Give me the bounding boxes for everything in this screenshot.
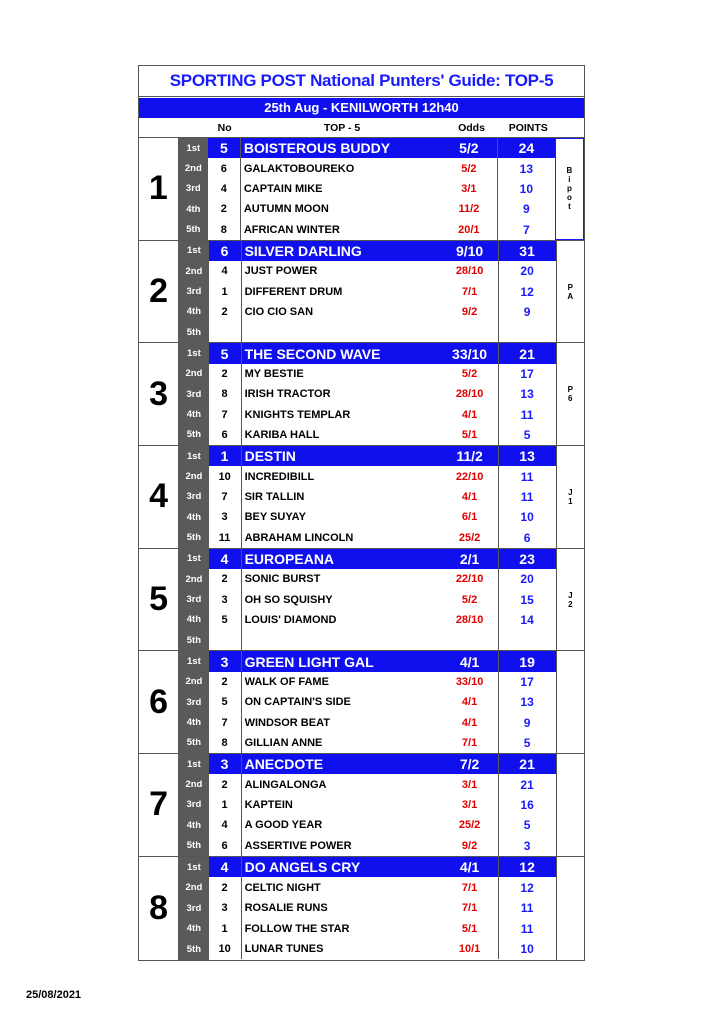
runner-number: 8 xyxy=(221,736,228,749)
race-number: 6 xyxy=(139,651,179,753)
runner-odds: 3/1 xyxy=(461,798,478,811)
runner-number: 4 xyxy=(220,550,229,567)
runner-points: 14 xyxy=(498,610,556,630)
runner-name: LOUIS' DIAMOND xyxy=(241,610,442,630)
runner-number: 7 xyxy=(221,490,228,503)
runner-number: 7 xyxy=(221,716,228,729)
runner-name: JUST POWER xyxy=(241,261,442,281)
runner-number: 3 xyxy=(220,756,229,773)
runner-row xyxy=(209,630,556,650)
position-label: 4th xyxy=(186,306,201,318)
runner-odds: 9/10 xyxy=(455,242,484,259)
position-label: 3rd xyxy=(186,902,202,914)
runner-row xyxy=(209,692,556,712)
runner-number: 2 xyxy=(221,675,228,688)
race-number: 2 xyxy=(139,241,179,343)
top-pick-row xyxy=(209,549,556,569)
runner-number: 3 xyxy=(221,511,228,524)
position-label: 5th xyxy=(186,326,201,338)
runner-row xyxy=(209,466,556,486)
runner-name: DO ANGELS CRY xyxy=(241,857,442,878)
runner-points: 6 xyxy=(498,527,556,547)
runner-row xyxy=(209,425,556,445)
race-block xyxy=(139,343,584,446)
runner-points: 11 xyxy=(498,487,556,507)
runner-name: SIR TALLIN xyxy=(241,487,442,507)
runner-points xyxy=(498,630,556,650)
position-label: 3rd xyxy=(186,696,202,708)
runner-points: 17 xyxy=(498,364,556,384)
race-number: 1 xyxy=(139,138,179,240)
race-note: B i p o t xyxy=(555,138,584,240)
runner-name: ON CAPTAIN'S SIDE xyxy=(241,692,442,712)
runner-number: 8 xyxy=(220,223,227,236)
runner-odds: 4/1 xyxy=(461,408,478,421)
runner-number: 10 xyxy=(218,943,231,956)
position-column xyxy=(179,241,208,343)
runner-odds: 33/10 xyxy=(455,675,484,688)
runner-points: 10 xyxy=(497,179,555,199)
col-header-no: No xyxy=(217,122,232,134)
runner-rows xyxy=(208,138,555,240)
runner-number: 6 xyxy=(221,839,228,852)
runner-row xyxy=(209,815,556,835)
runner-odds: 5/2 xyxy=(459,140,479,157)
runner-points: 16 xyxy=(498,795,556,815)
race-number: 3 xyxy=(139,343,179,445)
runner-row xyxy=(209,527,556,547)
runner-number: 11 xyxy=(218,531,231,544)
runner-number: 2 xyxy=(221,573,228,586)
runner-row xyxy=(208,179,555,199)
runner-row xyxy=(209,487,556,507)
runner-points: 5 xyxy=(498,815,556,835)
top-pick-row xyxy=(209,446,556,466)
runner-odds: 5/1 xyxy=(461,922,478,935)
position-label: 1st xyxy=(187,861,201,873)
runner-points: 12 xyxy=(498,857,556,878)
runner-points: 13 xyxy=(498,446,556,466)
runner-points: 19 xyxy=(498,651,556,671)
runner-name: SONIC BURST xyxy=(241,569,442,589)
runner-number: 4 xyxy=(220,182,227,195)
runner-number: 3 xyxy=(220,653,229,670)
race-note xyxy=(556,754,584,856)
runner-odds: 5/2 xyxy=(461,367,478,380)
race-meeting-banner: 25th Aug - KENILWORTH 12h40 xyxy=(139,98,584,118)
position-label: 3rd xyxy=(186,594,202,606)
punters-guide-sheet xyxy=(138,65,585,961)
top-pick-row xyxy=(209,343,556,363)
runner-name: WINDSOR BEAT xyxy=(241,712,442,732)
runner-points: 15 xyxy=(498,589,556,609)
page-title: SPORTING POST National Punters' Guide: TOP-5 xyxy=(139,66,584,97)
runner-row xyxy=(209,939,556,960)
race-number: 7 xyxy=(139,754,179,856)
runner-odds: 25/2 xyxy=(458,819,481,832)
runner-odds: 28/10 xyxy=(455,265,484,278)
position-label: 1st xyxy=(187,553,201,565)
runner-name: INCREDIBILL xyxy=(241,466,442,486)
position-label: 3rd xyxy=(186,799,202,811)
runner-number: 6 xyxy=(220,242,229,259)
race-number: 4 xyxy=(139,446,179,548)
runner-name xyxy=(241,322,442,342)
runner-name: BEY SUYAY xyxy=(241,507,442,527)
col-header-points: POINTS xyxy=(508,122,548,134)
runner-points: 3 xyxy=(498,836,556,856)
race-note xyxy=(556,651,584,753)
position-label: 5th xyxy=(186,737,201,749)
runner-points: 31 xyxy=(498,241,556,261)
runner-name: FOLLOW THE STAR xyxy=(241,918,442,939)
runner-points: 5 xyxy=(498,733,556,753)
runner-row xyxy=(209,774,556,794)
runner-name: LUNAR TUNES xyxy=(241,939,442,960)
runner-number: 2 xyxy=(221,881,228,894)
runner-odds: 7/1 xyxy=(461,285,478,298)
runner-name: ROSALIE RUNS xyxy=(241,898,442,919)
runner-points: 20 xyxy=(498,569,556,589)
runner-row xyxy=(209,712,556,732)
runner-name: CAPTAIN MIKE xyxy=(240,179,441,199)
position-label: 5th xyxy=(186,224,201,236)
position-label: 2nd xyxy=(184,163,202,175)
runner-points: 7 xyxy=(497,219,555,239)
runner-points: 24 xyxy=(497,138,555,158)
runner-odds: 28/10 xyxy=(455,613,484,626)
runner-row xyxy=(209,610,556,630)
runner-name: EUROPEANA xyxy=(241,549,442,569)
position-column xyxy=(179,343,208,445)
position-label: 2nd xyxy=(185,368,203,380)
position-label: 2nd xyxy=(185,265,203,277)
runner-name: OH SO SQUISHY xyxy=(241,589,442,609)
runner-odds: 5/2 xyxy=(461,593,478,606)
runner-name: ALINGALONGA xyxy=(241,774,442,794)
runner-rows xyxy=(209,241,556,343)
runner-odds: 7/1 xyxy=(461,902,478,915)
position-label: 3rd xyxy=(186,388,202,400)
runner-points: 11 xyxy=(498,404,556,424)
runner-points: 11 xyxy=(498,466,556,486)
runner-odds: 5/2 xyxy=(461,162,477,175)
runner-number: 3 xyxy=(221,902,228,915)
runner-number: 10 xyxy=(218,470,231,483)
runner-odds: 4/1 xyxy=(459,859,480,876)
runner-number: 4 xyxy=(220,859,229,876)
runner-number: 5 xyxy=(221,613,228,626)
runner-name: IRISH TRACTOR xyxy=(241,384,442,404)
runner-points: 11 xyxy=(498,918,556,939)
runner-name xyxy=(241,630,442,650)
runner-row xyxy=(209,302,556,322)
runner-odds: 20/1 xyxy=(458,223,480,236)
runner-row xyxy=(209,261,556,281)
runner-odds: 25/2 xyxy=(458,531,481,544)
runner-number: 2 xyxy=(221,305,228,318)
runner-points: 10 xyxy=(498,507,556,527)
runner-points: 9 xyxy=(498,712,556,732)
runner-number: 5 xyxy=(219,140,228,157)
runner-name: ANECDOTE xyxy=(241,754,442,774)
position-label: 5th xyxy=(186,943,201,955)
position-label: 4th xyxy=(186,614,201,626)
position-label: 4th xyxy=(186,511,201,523)
position-label: 3rd xyxy=(185,183,201,195)
runner-odds: 6/1 xyxy=(461,511,478,524)
runner-name: AFRICAN WINTER xyxy=(240,219,441,239)
runner-odds: 3/1 xyxy=(461,778,478,791)
runner-points: 23 xyxy=(498,549,556,569)
runner-points: 21 xyxy=(498,754,556,774)
position-label: 2nd xyxy=(185,882,203,894)
runner-name: THE SECOND WAVE xyxy=(241,343,442,363)
runner-odds: 7/1 xyxy=(461,736,478,749)
runner-name: A GOOD YEAR xyxy=(241,815,442,835)
runner-number: 4 xyxy=(221,819,228,832)
race-block xyxy=(139,138,584,241)
runner-odds: 11/2 xyxy=(458,203,480,216)
position-label: 5th xyxy=(186,634,201,646)
top-pick-row xyxy=(209,754,556,774)
runner-odds: 4/1 xyxy=(461,490,478,503)
position-label: 5th xyxy=(186,532,201,544)
position-label: 1st xyxy=(186,142,201,154)
runner-odds: 28/10 xyxy=(455,388,484,401)
runner-points: 9 xyxy=(498,302,556,322)
runner-name: AUTUMN MOON xyxy=(240,199,441,219)
runner-number: 8 xyxy=(221,388,228,401)
runner-points: 9 xyxy=(497,199,555,219)
runner-name: GILLIAN ANNE xyxy=(241,733,442,753)
runner-odds: 4/1 xyxy=(461,716,478,729)
runner-points: 21 xyxy=(498,774,556,794)
position-column xyxy=(179,754,208,856)
top-pick-row xyxy=(209,857,556,878)
position-label: 1st xyxy=(187,245,201,257)
runner-rows xyxy=(209,651,556,753)
runner-points: 13 xyxy=(498,692,556,712)
runner-points xyxy=(498,322,556,342)
runner-points: 11 xyxy=(498,898,556,919)
position-label: 1st xyxy=(187,758,201,770)
runner-name: GREEN LIGHT GAL xyxy=(241,651,442,671)
runner-odds: 9/2 xyxy=(461,839,478,852)
races-table xyxy=(139,138,584,960)
runner-name: KAPTEIN xyxy=(241,795,442,815)
runner-name: DESTIN xyxy=(241,446,442,466)
position-label: 5th xyxy=(186,429,201,441)
runner-points: 10 xyxy=(498,939,556,960)
runner-name: GALAKTOBOUREKO xyxy=(240,158,441,178)
race-block xyxy=(139,241,584,344)
runner-name: KNIGHTS TEMPLAR xyxy=(241,404,442,424)
runner-row xyxy=(209,364,556,384)
runner-name: SILVER DARLING xyxy=(241,241,442,261)
runner-odds: 11/2 xyxy=(456,448,483,465)
race-note: J 1 xyxy=(556,446,584,548)
runner-odds: 5/1 xyxy=(461,428,478,441)
runner-points: 17 xyxy=(498,672,556,692)
position-label: 5th xyxy=(186,840,201,852)
runner-name: DIFFERENT DRUM xyxy=(241,281,442,301)
runner-row xyxy=(208,158,555,178)
position-column xyxy=(179,549,208,651)
runner-number: 1 xyxy=(221,798,228,811)
runner-row xyxy=(209,795,556,815)
position-column xyxy=(179,446,208,548)
runner-odds: 4/1 xyxy=(461,696,478,709)
race-block xyxy=(139,446,584,549)
runner-odds: 7/2 xyxy=(459,756,480,773)
position-label: 2nd xyxy=(185,471,203,483)
runner-row xyxy=(209,589,556,609)
race-note: J 2 xyxy=(556,549,584,651)
position-label: 4th xyxy=(186,923,201,935)
runner-number: 1 xyxy=(220,448,229,465)
runner-row xyxy=(209,836,556,856)
runner-odds: 33/10 xyxy=(452,345,488,362)
runner-row xyxy=(208,219,555,239)
runner-number: 4 xyxy=(221,265,228,278)
runner-number: 6 xyxy=(220,162,227,175)
race-number: 5 xyxy=(139,549,179,651)
footer-date: 25/08/2021 xyxy=(26,989,82,1001)
position-label: 1st xyxy=(187,450,201,462)
race-note: P A xyxy=(556,241,584,343)
position-label: 2nd xyxy=(185,573,203,585)
position-label: 2nd xyxy=(185,779,203,791)
position-label: 4th xyxy=(186,717,201,729)
runner-odds: 7/1 xyxy=(461,881,478,894)
position-column xyxy=(179,857,208,960)
position-label: 3rd xyxy=(186,286,202,298)
top-pick-row xyxy=(208,138,555,158)
race-block xyxy=(139,549,584,652)
runner-odds: 4/1 xyxy=(459,653,480,670)
runner-row xyxy=(209,569,556,589)
runner-number: 3 xyxy=(221,593,228,606)
runner-number: 6 xyxy=(221,428,228,441)
runner-name: CIO CIO SAN xyxy=(241,302,442,322)
runner-name: CELTIC NIGHT xyxy=(241,877,442,898)
position-label: 4th xyxy=(186,203,201,215)
runner-row xyxy=(209,322,556,342)
runner-name: KARIBA HALL xyxy=(241,425,442,445)
runner-points: 13 xyxy=(497,158,555,178)
race-note: P 6 xyxy=(556,343,584,445)
position-label: 3rd xyxy=(186,491,202,503)
runner-name: WALK OF FAME xyxy=(241,672,442,692)
runner-row xyxy=(209,733,556,753)
runner-points: 12 xyxy=(498,877,556,898)
col-header-top5: TOP - 5 xyxy=(323,122,361,134)
runner-row xyxy=(209,384,556,404)
runner-points: 21 xyxy=(498,343,556,363)
position-label: 4th xyxy=(186,409,201,421)
col-header-odds: Odds xyxy=(458,122,485,134)
runner-row xyxy=(209,877,556,898)
runner-number: 1 xyxy=(221,285,228,298)
position-label: 2nd xyxy=(185,676,203,688)
position-label: 1st xyxy=(187,348,201,360)
top-pick-row xyxy=(209,241,556,261)
runner-number: 7 xyxy=(221,408,228,421)
runner-row xyxy=(209,507,556,527)
runner-row xyxy=(208,199,555,219)
runner-name: ABRAHAM LINCOLN xyxy=(241,527,442,547)
runner-name: MY BESTIE xyxy=(241,364,442,384)
runner-rows xyxy=(209,549,556,651)
runner-rows xyxy=(209,446,556,548)
runner-odds: 9/2 xyxy=(461,305,478,318)
race-note xyxy=(556,857,584,960)
runner-odds: 22/10 xyxy=(455,573,484,586)
position-column xyxy=(179,651,208,753)
runner-points: 12 xyxy=(498,281,556,301)
position-label: 4th xyxy=(186,819,201,831)
runner-number: 2 xyxy=(220,203,227,216)
runner-number: 5 xyxy=(220,345,229,362)
runner-row xyxy=(209,404,556,424)
runner-number: 1 xyxy=(221,922,228,935)
column-header-row xyxy=(139,119,584,138)
position-column xyxy=(179,138,208,240)
runner-rows xyxy=(209,754,556,856)
top-pick-row xyxy=(209,651,556,671)
runner-odds: 2/1 xyxy=(459,550,480,567)
runner-rows xyxy=(209,857,556,960)
runner-row xyxy=(209,898,556,919)
runner-odds: 3/1 xyxy=(461,182,477,195)
runner-row xyxy=(209,918,556,939)
runner-points: 5 xyxy=(498,425,556,445)
runner-rows xyxy=(209,343,556,445)
runner-number: 2 xyxy=(221,367,228,380)
runner-number: 2 xyxy=(221,778,228,791)
runner-number: 5 xyxy=(221,696,228,709)
runner-row xyxy=(209,281,556,301)
runner-name: BOISTEROUS BUDDY xyxy=(240,138,441,158)
race-block xyxy=(139,651,584,754)
runner-odds: 10/1 xyxy=(458,943,481,956)
runner-odds: 22/10 xyxy=(455,470,484,483)
runner-points: 13 xyxy=(498,384,556,404)
runner-row xyxy=(209,672,556,692)
runner-name: ASSERTIVE POWER xyxy=(241,836,442,856)
race-block xyxy=(139,857,584,960)
race-block xyxy=(139,754,584,857)
position-label: 1st xyxy=(187,656,201,668)
race-number: 8 xyxy=(139,857,179,960)
runner-points: 20 xyxy=(498,261,556,281)
